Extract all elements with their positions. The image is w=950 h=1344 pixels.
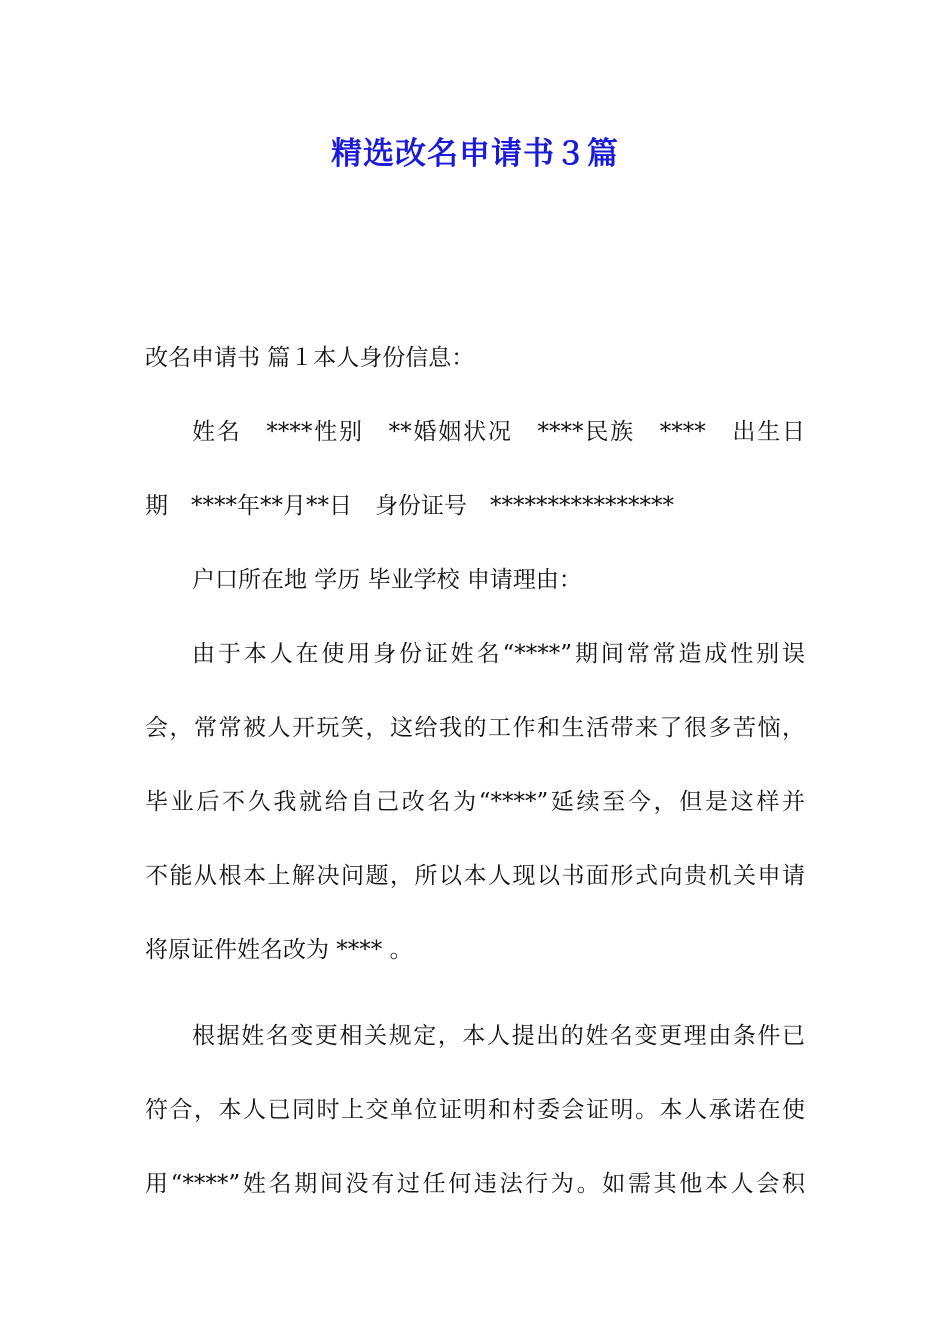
paragraph-line: 改名申请书 篇１本人身份信息： bbox=[145, 345, 475, 371]
paragraph-line: 由于本人在使用身份证姓名“****”期间常常造成性别误 bbox=[192, 641, 805, 667]
paragraph-line: 会，常常被人开玩笑，这给我的工作和生活带来了很多苦恼， bbox=[145, 715, 805, 741]
paragraph-line: 毕业后不久我就给自己改名为“****”延续至今，但是这样并 bbox=[145, 789, 805, 815]
document-body bbox=[145, 336, 805, 1236]
document-title: 精选改名申请书３篇 bbox=[331, 136, 619, 172]
paragraph-line: 将原证件姓名改为 **** 。 bbox=[145, 937, 413, 963]
paragraph-line: 用“****”姓名期间没有过任何违法行为。如需其他本人会积 bbox=[145, 1171, 805, 1197]
paragraph-line: 根据姓名变更相关规定，本人提出的姓名变更理由条件已 bbox=[192, 1023, 805, 1049]
paragraph-line: 户口所在地 学历 毕业学校 申请理由： bbox=[192, 567, 582, 593]
paragraph-line: 期 ****年**月**日 身份证号 **************** bbox=[145, 493, 674, 519]
paragraph-line: 符合，本人已同时上交单位证明和村委会证明。本人承诺在使 bbox=[145, 1097, 805, 1123]
paragraph-line: 姓名 ****性别 **婚姻状况 ****民族 **** 出生日 bbox=[192, 419, 805, 445]
paragraph-line: 不能从根本上解决问题，所以本人现以书面形式向贵机关申请 bbox=[145, 863, 805, 889]
